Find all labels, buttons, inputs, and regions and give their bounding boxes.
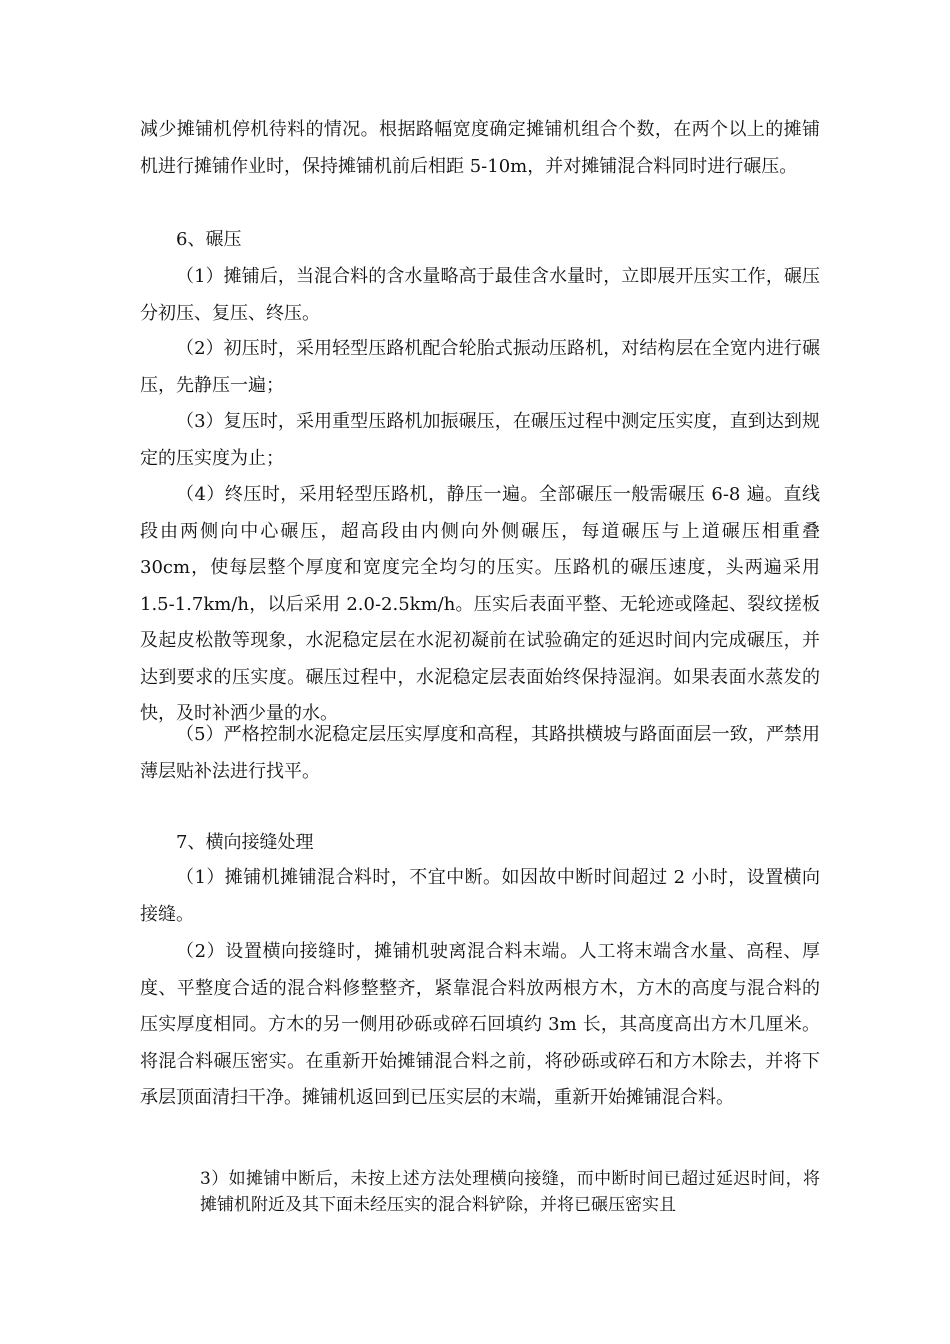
paragraph-continuation: 减少摊铺机停机待料的情况。根据路幅宽度确定摊铺机组合个数，在两个以上的摊铺机进行摊铺作业时，保持摊铺机前后相距 5-10m，并对摊铺混合料同时进行碾压。 [140,119,820,177]
paragraph-compaction-5: （5）严格控制水泥稳定层压实厚度和高程，其路拱横坡与路面面层一致，严禁用薄层贴补法进行找平。 [140,724,820,782]
paragraph-joint-2: （2）设置横向接缝时，摊铺机驶离混合料末端。人工将末端含水量、高程、厚度、平整度合适的混合料修整整齐，紧靠混合料放两根方木，方木的高度与混合料的压实厚度相同。方木的另一侧用砂砾或碎石回填约 3m 长，其高度高出方木几厘米。将混合料碾压密实。在重新开始摊铺混合料之前，将砂砾或碎石和方木除去，并将下承层顶面清扫干净。摊铺机返回到已压实层的末端，重新开始摊铺混合料。 [140,941,820,1108]
paragraph-joint-1: （1）摊铺机摊铺混合料时，不宜中断。如因故中断时间超过 2 小时，设置横向接缝。 [140,867,820,925]
section-heading-compaction: 6、碾压 [176,229,242,250]
paragraph-joint-3: 3）如摊铺中断后，未按上述方法处理横向接缝，而中断时间已超过延迟时间，将摊铺机附近及其下面未经压实的混合料铲除，并将已碾压密实且 [200,1169,820,1215]
paragraph-compaction-2: （2）初压时，采用轻型压路机配合轮胎式振动压路机，对结构层在全宽内进行碾压，先静压一遍； [140,338,820,396]
paragraph-compaction-1: （1）摊铺后，当混合料的含水量略高于最佳含水量时，立即展开压实工作，碾压分初压、复压、终压。 [140,266,820,324]
section-heading-transverse-joint: 7、横向接缝处理 [176,832,314,853]
paragraph-compaction-4: （4）终压时，采用轻型压路机，静压一遍。全部碾压一般需碾压 6-8 遍。直线段由两侧向中心碾压，超高段由内侧向外侧碾压，每道碾压与上道碾压相重叠 30cm，使每层整个厚度和宽度完全均匀的压实。压路机的碾压速度，头两遍采用 1.5-1.7km/h，以后采用 2.0-2.5km/h。压实后表面平整、无轮迹或隆起、裂纹搓板及起皮松散等现象，水泥稳定层在水泥初凝前在试验确定的延迟时间内完成碾压，并达到要求的压实度。碾压过程中，水泥稳定层表面始终保持湿润。如果表面水蒸发的快，及时补洒少量的水。 [140,484,820,724]
paragraph-compaction-3: （3）复压时，采用重型压路机加振碾压，在碾压过程中测定压实度，直到达到规定的压实度为止； [140,411,820,469]
